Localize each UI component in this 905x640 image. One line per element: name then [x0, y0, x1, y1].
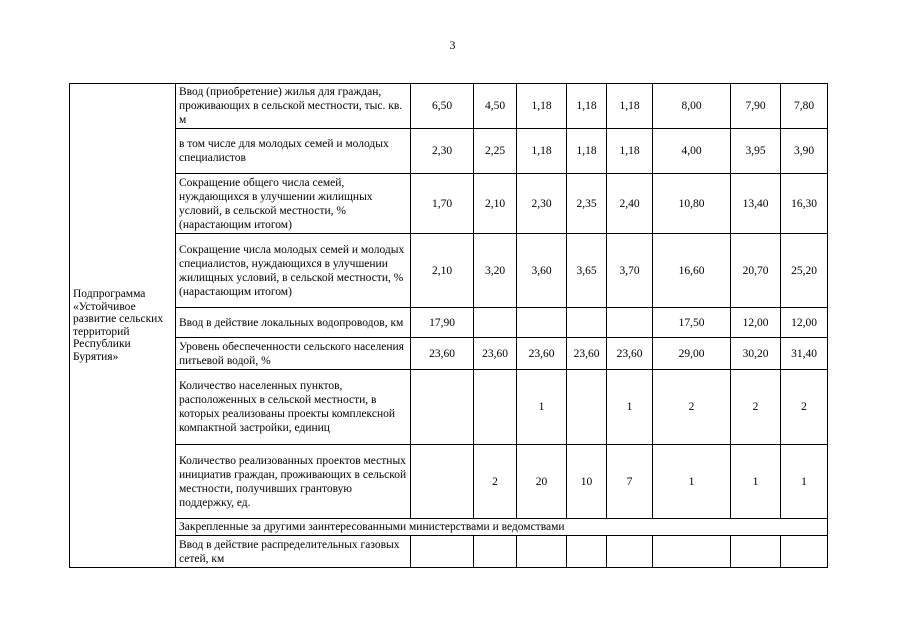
value-cell: 6,50: [411, 84, 474, 129]
table-row: [70, 174, 828, 234]
value-cell: 17,90: [411, 308, 474, 338]
value-cell: 3,90: [781, 129, 828, 174]
indicator-cell: Уровень обеспеченности сельского населения питьевой водой, %: [176, 338, 411, 370]
page-number: 3: [449, 38, 456, 52]
value-cell: 2: [731, 370, 781, 445]
table-row: [70, 445, 828, 519]
value-cell: 1: [653, 445, 731, 519]
value-cell: 1,18: [517, 84, 567, 129]
value-cell: 23,60: [517, 338, 567, 370]
value-cell: [474, 308, 517, 338]
value-cell: 4,50: [474, 84, 517, 129]
value-cell: 23,60: [607, 338, 653, 370]
value-cell: [607, 308, 653, 338]
table-row: [70, 338, 828, 370]
value-cell: [653, 536, 731, 568]
section-row: [70, 519, 828, 536]
value-cell: 1,18: [567, 84, 607, 129]
value-cell: 12,00: [731, 308, 781, 338]
value-cell: 2,10: [474, 174, 517, 234]
value-cell: 3,65: [567, 234, 607, 308]
value-cell: 10: [567, 445, 607, 519]
value-cell: [411, 445, 474, 519]
value-cell: 7,90: [731, 84, 781, 129]
value-cell: 13,40: [731, 174, 781, 234]
value-cell: 1: [607, 370, 653, 445]
value-cell: 2,30: [517, 174, 567, 234]
value-cell: 1: [731, 445, 781, 519]
value-cell: [567, 536, 607, 568]
value-cell: 12,00: [781, 308, 828, 338]
value-cell: [474, 370, 517, 445]
value-cell: 7: [607, 445, 653, 519]
value-cell: 8,00: [653, 84, 731, 129]
section-heading: Закрепленные за другими заинтересованными министерствами и ведомствами: [176, 519, 828, 536]
value-cell: 2,40: [607, 174, 653, 234]
value-cell: 2,10: [411, 234, 474, 308]
value-cell: 3,95: [731, 129, 781, 174]
value-cell: 17,50: [653, 308, 731, 338]
value-cell: 1: [781, 445, 828, 519]
value-cell: 16,60: [653, 234, 731, 308]
value-cell: 20,70: [731, 234, 781, 308]
subprogram-cell: Подпрограмма «Устойчивое развитие сельских территорий Республики Бурятия»: [70, 84, 176, 568]
value-cell: 16,30: [781, 174, 828, 234]
value-cell: [411, 536, 474, 568]
value-cell: 23,60: [411, 338, 474, 370]
table-row: [70, 234, 828, 308]
indicator-cell: Количество населенных пунктов, расположенных в сельской местности, в которых реализованы проекты комплексной компактной застройки, единиц: [176, 370, 411, 445]
indicators-table: [69, 83, 828, 568]
indicator-cell: в том числе для молодых семей и молодых специалистов: [176, 129, 411, 174]
value-cell: [567, 370, 607, 445]
value-cell: 2: [474, 445, 517, 519]
value-cell: 3,20: [474, 234, 517, 308]
value-cell: [731, 536, 781, 568]
value-cell: 29,00: [653, 338, 731, 370]
value-cell: [781, 536, 828, 568]
value-cell: [474, 536, 517, 568]
value-cell: [411, 370, 474, 445]
indicator-cell: Сокращение общего числа семей, нуждающихся в улучшении жилищных условий, в сельской местности, % (нарастающим итогом): [176, 174, 411, 234]
value-cell: 1,18: [607, 129, 653, 174]
value-cell: 1,70: [411, 174, 474, 234]
value-cell: 2: [653, 370, 731, 445]
indicator-cell: Ввод (приобретение) жилья для граждан, проживающих в сельской местности, тыс. кв. м: [176, 84, 411, 129]
indicator-cell: Ввод в действие локальных водопроводов, км: [176, 308, 411, 338]
value-cell: 7,80: [781, 84, 828, 129]
value-cell: [607, 536, 653, 568]
value-cell: 20: [517, 445, 567, 519]
indicator-cell: Сокращение числа молодых семей и молодых специалистов, нуждающихся в улучшении жилищных условий, в сельской местности, % (нарастающим итогом): [176, 234, 411, 308]
value-cell: 10,80: [653, 174, 731, 234]
value-cell: 23,60: [567, 338, 607, 370]
indicator-cell: Ввод в действие распределительных газовых сетей, км: [176, 536, 411, 568]
value-cell: 1,18: [607, 84, 653, 129]
value-cell: 3,60: [517, 234, 567, 308]
value-cell: [517, 536, 567, 568]
value-cell: 31,40: [781, 338, 828, 370]
value-cell: 25,20: [781, 234, 828, 308]
table-row: [70, 84, 828, 129]
table-row: [70, 370, 828, 445]
value-cell: 2,25: [474, 129, 517, 174]
value-cell: 23,60: [474, 338, 517, 370]
value-cell: 1: [517, 370, 567, 445]
value-cell: 2,35: [567, 174, 607, 234]
indicator-cell: Количество реализованных проектов местных инициатив граждан, проживающих в сельской местности, получивших грантовую поддержку, ед.: [176, 445, 411, 519]
value-cell: 1,18: [567, 129, 607, 174]
value-cell: [517, 308, 567, 338]
value-cell: 4,00: [653, 129, 731, 174]
value-cell: 1,18: [517, 129, 567, 174]
value-cell: 30,20: [731, 338, 781, 370]
value-cell: 2: [781, 370, 828, 445]
table-row: [70, 129, 828, 174]
value-cell: [567, 308, 607, 338]
table-row: [70, 536, 828, 568]
table-row: [70, 308, 828, 338]
value-cell: 3,70: [607, 234, 653, 308]
value-cell: 2,30: [411, 129, 474, 174]
